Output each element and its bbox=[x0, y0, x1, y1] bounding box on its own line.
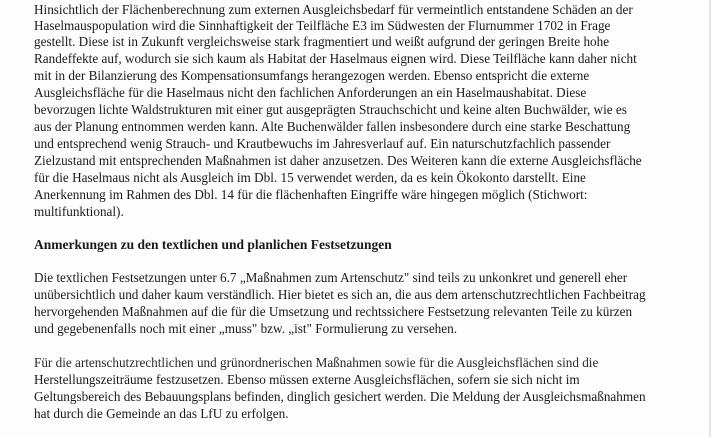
text-line: und entsprechend wenig Strauch- und Krautbewuchs im Jahresverlauf auf. Ein naturschutzfachlich passender bbox=[34, 136, 611, 151]
text-line: Für die artenschutzrechtlichen und grünordnerischen Maßnahmen sowie für die Ausgleichsflächen sind die bbox=[34, 355, 599, 370]
text-line: Geltungsbereich des Bebauungsplans befinden, dinglich gesichert werden. Die Meldung der Ausgleichsmaßnahmen bbox=[34, 389, 646, 404]
text-line: Randeffekte auf, wodurch sie sich kaum als Habitat der Haselmaus eignen wird. Diese Teilfläche kann daher nicht bbox=[34, 51, 637, 66]
text-line: Anerkennung im Rahmen des Dbl. 14 für die flächenhaften Eingriffe wäre hingegen möglich (Stichwort: bbox=[34, 187, 588, 202]
text-line: Die textlichen Festsetzungen unter 6.7 „Maßnahmen zum Artenschutz" sind teils zu unkonkret und generell eher bbox=[34, 270, 628, 285]
text-line: Hinsichtlich der Flächenberechnung zum externen Ausgleichsbedarf für vermeintlich entstandene Schäden an der bbox=[34, 2, 633, 17]
text-line: Zielzustand mit entsprechenden Maßnahmen ist daher anzusetzen. Des Weiteren kann die externe Ausgleichsfläche bbox=[34, 153, 642, 168]
text-line: aus der Planung entnommen werden kann. Alte Buchenwälder fallen insbesondere durch eine starke Beschattung bbox=[34, 119, 631, 134]
text-line: hat durch die Gemeinde an das LfU zu erfolgen. bbox=[34, 406, 289, 421]
text-line: Herstellungszeiträume festzusetzen. Ebenso müssen externe Ausgleichsflächen, sofern sie sich nicht im bbox=[34, 372, 580, 387]
text-line: multifunktional). bbox=[34, 204, 124, 219]
text-line: bevorzugen lichte Waldstrukturen mit einer gut ausgeprägten Strauchschicht und keine alten Buchwälder, wie es bbox=[34, 102, 627, 117]
text-line: für die Haselmaus nicht als Ausgleich im Dbl. 15 verwendet werden, da es kein Ökokonto darstellt. Eine bbox=[34, 170, 586, 185]
text-line: unübersichtlich und daher kaum verständlich. Hier bietet es sich an, die aus dem artenschutzrechtlichen Fachbeitrag bbox=[34, 287, 646, 302]
text-line: mit in der Bilanzierung des Kompensationsumfangs herangezogen werden. Ebenso entspricht die externe bbox=[34, 68, 590, 83]
text-line: Haselmauspopulation wird die Sinnhaftigkeit der Teilfläche E3 im Südwesten der Flurnummer 1702 in Frage bbox=[34, 18, 611, 33]
section-heading: Anmerkungen zu den textlichen und planlichen Festsetzungen bbox=[34, 237, 392, 252]
text-line: Ausgleichsfläche für die Haselmaus nicht den fachlichen Anforderungen an ein Haselmaushabitat. Diese bbox=[34, 85, 587, 100]
text-line: gestellt. Diese ist in Zukunft vergleichsweise stark fragmentiert und weißt aufgrund der geringen Breite hohe bbox=[34, 34, 610, 49]
text-line: hervorgehenden Maßnahmen auf die für die Umsetzung und rechtssichere Festsetzung relevanten Teile zu kürzen bbox=[34, 304, 633, 319]
text-line: und gegebenenfalls noch mit einer „muss" bzw. „ist" Formulierung zu versehen. bbox=[34, 321, 458, 336]
